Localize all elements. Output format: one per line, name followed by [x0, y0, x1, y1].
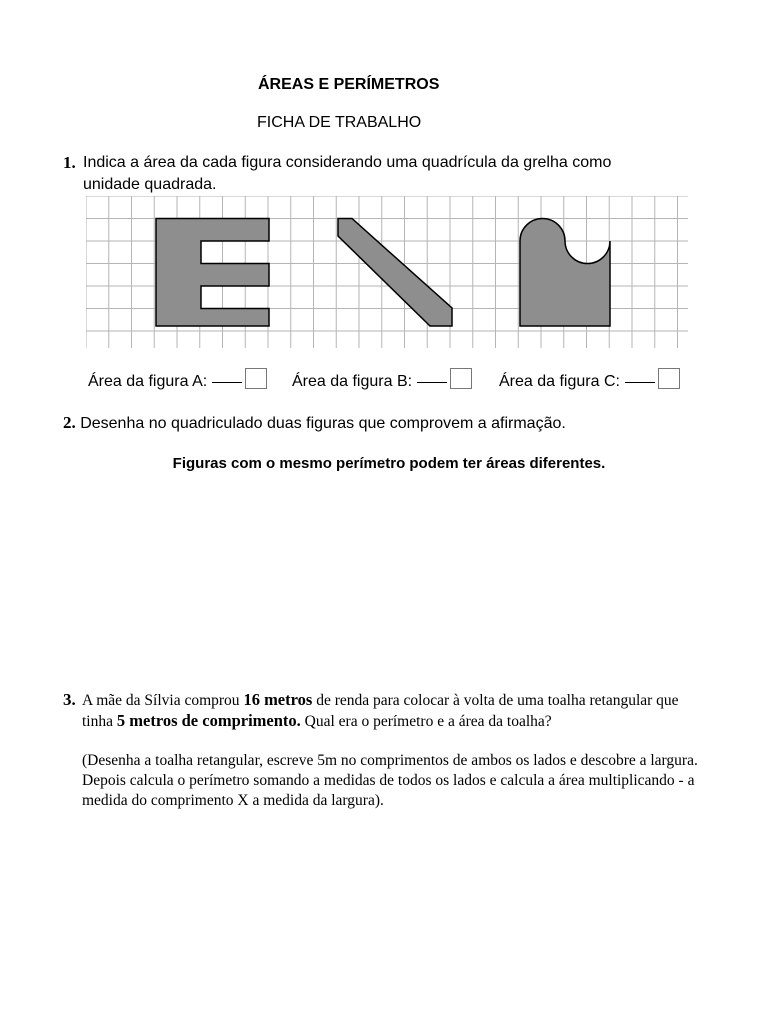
area-a-box[interactable]: [245, 368, 267, 389]
question-1-line-1: Indica a área da cada figura considerando uma quadrícula da grelha como: [83, 154, 612, 171]
area-c-row: [499, 368, 680, 391]
question-3-bold-1: 16 metros: [243, 690, 313, 709]
question-1-number: 1.: [63, 153, 76, 172]
question-2: [63, 413, 566, 433]
question-2-statement: Figuras com o mesmo perímetro podem ter áreas diferentes.: [172, 455, 606, 472]
area-a-label: Área da figura A:: [88, 373, 208, 390]
figure-c: [520, 219, 610, 327]
area-c-box[interactable]: [658, 368, 680, 389]
page-subtitle: FICHA DE TRABALHO: [257, 114, 422, 131]
figure-a: [156, 219, 269, 327]
area-a-blank[interactable]: [212, 382, 242, 383]
area-c-label: Área da figura C:: [499, 373, 620, 390]
question-1-line-2: unidade quadrada.: [83, 176, 217, 193]
question-2-number: 2.: [63, 413, 76, 432]
area-b-blank[interactable]: [417, 382, 447, 383]
question-3-text: [82, 690, 703, 732]
area-c-blank[interactable]: [625, 382, 655, 383]
question-3: [63, 690, 703, 811]
question-3-hint: (Desenha a toalha retangular, escreve 5m no comprimentos de ambos os lados e descobre a largura. Depois calcula o perímetro somando a medidas de todos os lados e calcula a área multiplicando - a medida do comprimento X a medida da largura).: [82, 752, 698, 809]
area-b-row: [292, 368, 472, 391]
page-title: ÁREAS E PERÍMETROS: [258, 76, 440, 93]
figures-grid: [86, 196, 688, 353]
question-2-text: Desenha no quadriculado duas figuras que comprovem a afirmação.: [80, 415, 566, 432]
question-3-number: 3.: [63, 690, 76, 709]
grid-svg: [86, 196, 688, 348]
area-b-label: Área da figura B:: [292, 373, 413, 390]
area-a-row: [88, 368, 267, 391]
area-b-box[interactable]: [450, 368, 472, 389]
question-3-bold-2: 5 metros de comprimento.: [116, 711, 301, 730]
question-1: [63, 152, 723, 196]
question-3-text-part-2: de renda para colocar à volta de uma toalha retangular que tinha: [82, 692, 679, 730]
question-3-text-part-3: Qual era o perímetro e a área da toalha?: [300, 713, 552, 730]
question-3-text-part-1: A mãe da Sílvia comprou: [82, 692, 244, 709]
figure-b: [338, 219, 452, 327]
